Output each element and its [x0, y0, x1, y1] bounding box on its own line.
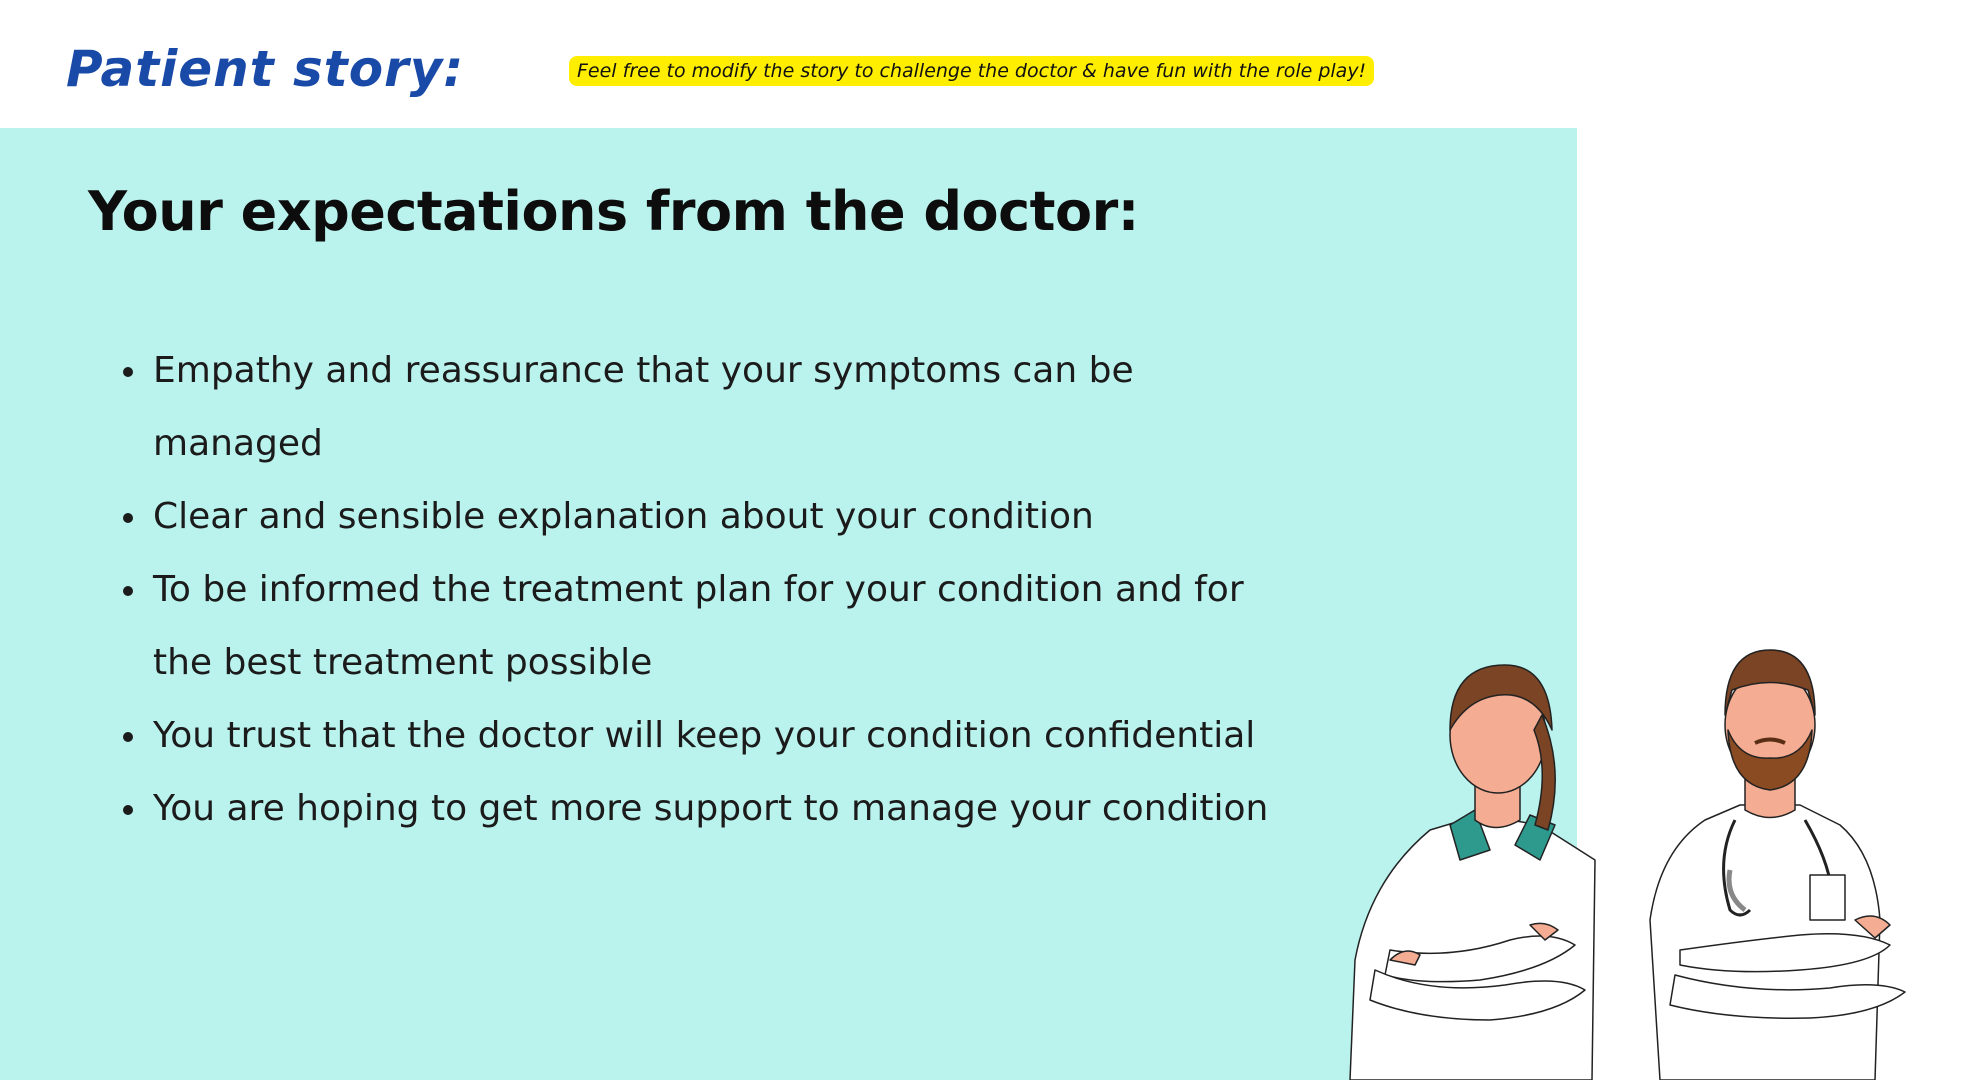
page-title: Patient story:: [66, 40, 465, 98]
bullet-icon: [123, 586, 133, 596]
list-item: [120, 699, 1290, 772]
list-item: [120, 772, 1290, 845]
list-item-text: Empathy and reassurance that your symptoms can be managed: [153, 350, 1134, 464]
doctors-illustration: [1330, 620, 1930, 1080]
list-item-text: To be informed the treatment plan for your condition and for the best treatment possible: [153, 569, 1244, 683]
female-doctor-illustration: [1350, 665, 1595, 1080]
bullet-icon: [123, 513, 133, 523]
bullet-icon: [123, 367, 133, 377]
male-doctor-illustration: [1650, 650, 1905, 1080]
list-item-text: Clear and sensible explanation about your condition: [153, 496, 1094, 537]
bullet-icon: [123, 732, 133, 742]
list-item: [120, 553, 1290, 699]
list-item-text: You are hoping to get more support to manage your condition: [153, 788, 1269, 829]
list-item: [120, 480, 1290, 553]
bullet-icon: [123, 805, 133, 815]
list-item-text: You trust that the doctor will keep your condition confidential: [153, 715, 1256, 756]
section-heading: Your expectations from the doctor:: [88, 180, 1139, 243]
list-item: [120, 334, 1290, 480]
expectations-list: [120, 334, 1290, 845]
instruction-note: Feel free to modify the story to challenge the doctor & have fun with the role play!: [569, 56, 1374, 86]
